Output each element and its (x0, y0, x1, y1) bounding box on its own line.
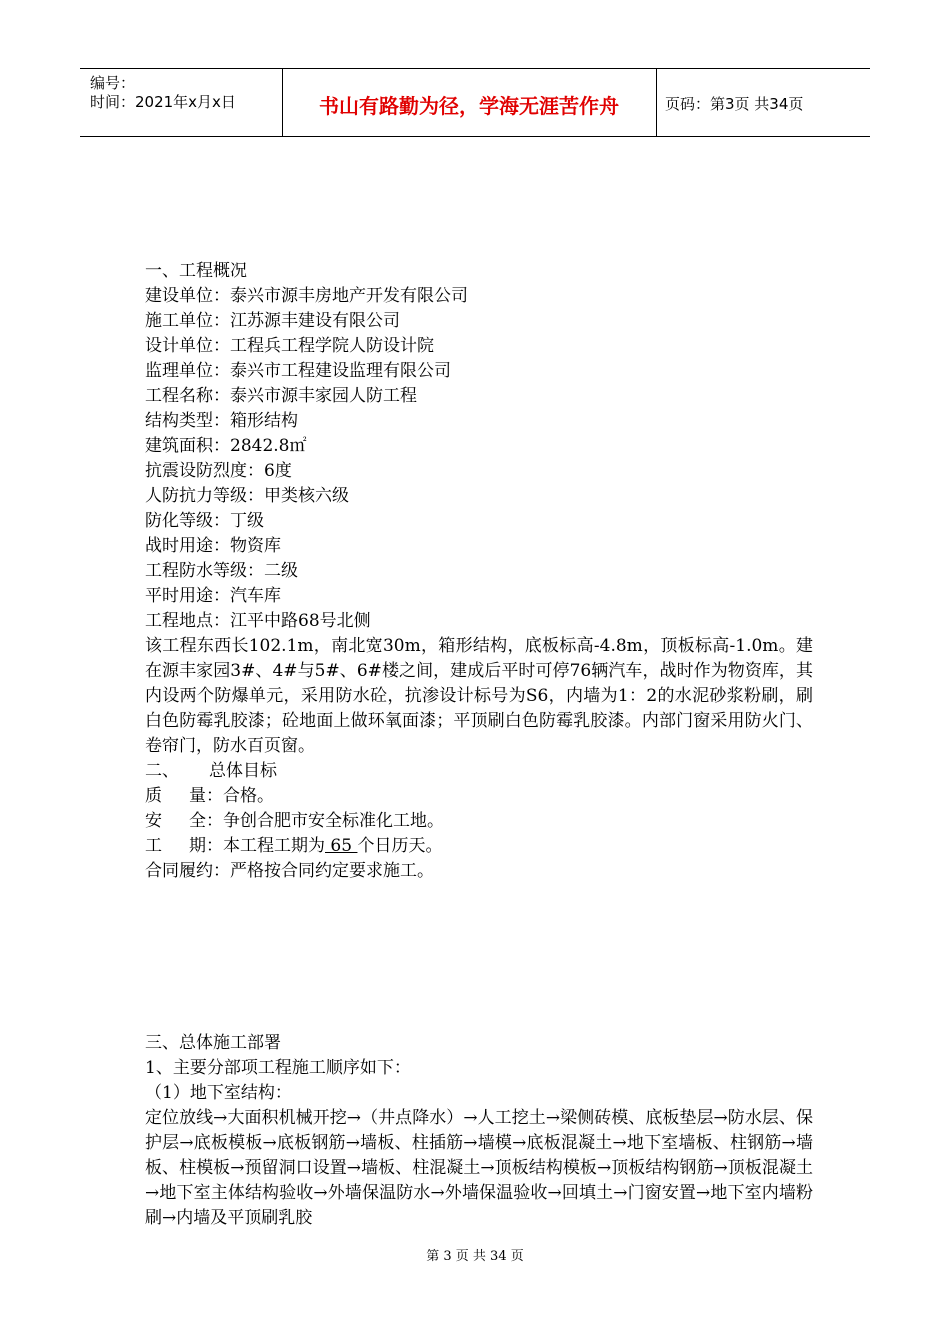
page-footer: 第 3 页 共 34 页 (426, 1249, 524, 1264)
info-line: 工程名称：泰兴市源丰家园人防工程 (145, 386, 417, 406)
document-date: 时间：2021年x月x日 (90, 93, 236, 111)
info-line: 工程防水等级：二级 (145, 561, 298, 581)
header-divider-right (656, 69, 657, 137)
info-line: 防化等级：丁级 (145, 511, 264, 531)
goal-period: 工 期：本工程工期为 65 个日历天。 (145, 836, 443, 856)
header-top-rule (80, 68, 870, 69)
info-line: 设计单位：工程兵工程学院人防设计院 (145, 336, 434, 356)
goal-quality: 质 量：合格。 (145, 786, 274, 806)
info-line: 工程地点：江平中路68号北侧 (145, 611, 371, 631)
info-line: 抗震设防烈度：6度 (145, 461, 292, 481)
info-line: 战时用途：物资库 (145, 536, 281, 556)
info-line: 平时用途：汽车库 (145, 586, 281, 606)
section-title: 一、工程概况 (145, 261, 247, 281)
info-line: 结构类型：箱形结构 (145, 411, 298, 431)
goal-period-days: 65 (325, 836, 358, 856)
goal-contract: 合同履约：严格按合同约定要求施工。 (145, 861, 434, 881)
info-line: 建设单位：泰兴市源丰房地产开发有限公司 (145, 286, 468, 306)
section-title: 三、总体施工部署 (145, 1033, 281, 1053)
header-motto: 书山有路勤为径，学海无涯苦作舟 (319, 94, 619, 118)
project-description-paragraph: 该工程东西长102.1m，南北宽30m，箱形结构，底板标高-4.8m，顶板标高-1.0m。建在源丰家园3#、4#与5#、6#楼之间，建成后平时可停76辆汽车，战时作为物资库，其内设两个防爆单元，采用防水砼，抗渗设计标号为S6，内墙为1：2的水泥砂浆粉刷，刷白色防霉乳胶漆；砼地面上做环氧面漆；平顶刷白色防霉乳胶漆。内部门窗采用防火门、卷帘门，防水百页窗。 (145, 636, 813, 756)
section-number: 二、 (145, 761, 179, 781)
header-page-code: 页码：第3页 共34页 (665, 95, 804, 113)
section-title-text: 总体目标 (209, 761, 277, 781)
construction-sequence-paragraph: 定位放线→大面积机械开挖→（井点降水）→人工挖土→梁侧砖模、底板垫层→防水层、保护层→底板模板→底板钢筋→墙板、柱插筋→墙模→底板混凝土→地下室墙板、柱钢筋→墙板、柱模板→预留洞口设置→墙板、柱混凝土→顶板结构模板→顶板结构钢筋→顶板混凝土→地下室主体结构验收→外墙保温防水→外墙保温验收→回填土→门窗安置→地下室内墙粉刷→内墙及平顶刷乳胶 (145, 1108, 813, 1228)
info-line: 人防抗力等级：甲类核六级 (145, 486, 349, 506)
info-line: 监理单位：泰兴市工程建设监理有限公司 (145, 361, 451, 381)
section-project-overview (145, 259, 813, 884)
goal-quality-value: 合格。 (223, 786, 274, 806)
sub-item: （1）地下室结构： (145, 1083, 292, 1103)
sub-item: 1、主要分部项工程施工顺序如下： (145, 1058, 411, 1078)
info-line: 建筑面积：2842.8㎡ (145, 436, 307, 456)
document-number-label: 编号： (90, 74, 136, 92)
header-bottom-rule (80, 136, 870, 137)
section-title (145, 759, 813, 784)
goal-safety: 安 全：争创合肥市安全标准化工地。 (145, 811, 444, 831)
goal-safety-value: 争创合肥市安全标准化工地。 (223, 811, 444, 831)
section-construction-deployment (145, 1031, 813, 1231)
info-line: 施工单位：江苏源丰建设有限公司 (145, 311, 400, 331)
